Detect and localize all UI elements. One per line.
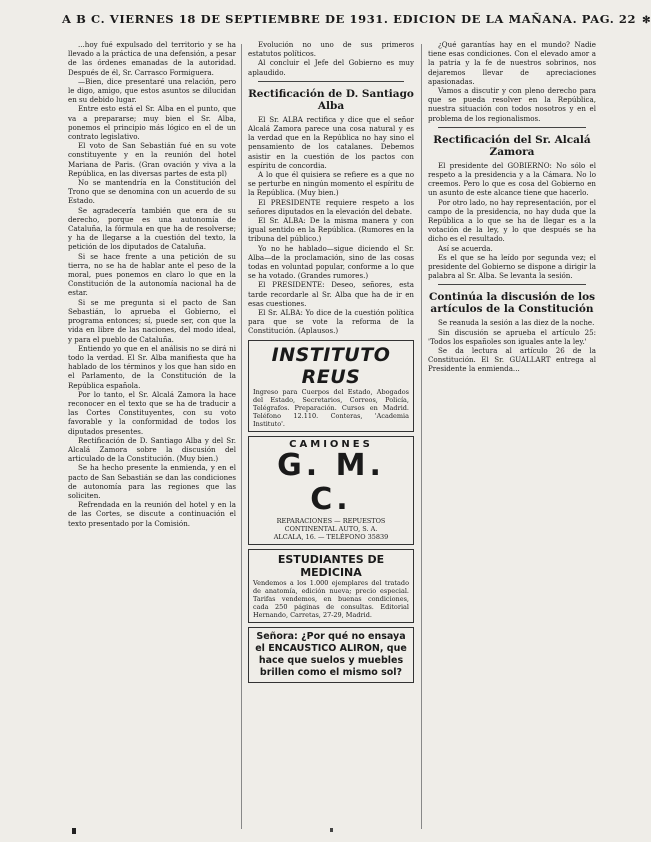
col3-paragraph: ¿Qué garantías hay en el mundo? Nadie tiene esas condiciones. Con el elevado amor a la patria y la fe de nuestros sobrinos, nos dejaremos llevar de apreciaciones apasionadas. (428, 40, 596, 86)
section-title-constitucion: Continúa la discusión de los artículos de la Constitución (428, 291, 596, 316)
col1-paragraph: Refrendada en la reunión del hotel y en la de las Cortes, se discute a continuación el texto presentado por la Comisión. (68, 500, 236, 528)
footer-mark (72, 828, 76, 834)
col3-paragraph: Por otro lado, no hay representación, por el campo de la presidencia, no hay duda que la República a lo que se ha de llegar es a la votación de la ley, y lo que después se ha dicho es el resultado. (428, 197, 596, 244)
ad-medicina (248, 549, 414, 623)
col3-paragraph: Se reanuda la sesión a las diez de la noche. (438, 318, 595, 328)
col1-paragraph: Por lo tanto, el Sr. Alcalá Zamora la hace reconocer en el texto que se ha de traducir a las Cortes Constituyentes, con su voto favorable y la conformidad de todos los diputados presentes. (68, 389, 236, 436)
col1-paragraph: El voto de San Sebastián fué en su vote constituyente y en la reunión del hotel Mariana de Paris. (Gran ovación y viva a la República, en las diversas partes de esta pl) (68, 141, 236, 178)
ad-instituto-reus-title: INSTITUTO REUS (271, 343, 391, 388)
ad-gmc-small: CAMIONES (289, 438, 373, 450)
col3-paragraph: Sin discusión se aprueba el artículo 25: 'Todos los españoles son iguales ante la ley.' (428, 327, 596, 346)
ad-instituto-reus-text: Ingreso para Cuerpos del Estado, Abogados del Estado, Secretarios, Correos, Policía, Telégrafos. Preparación. Cursos en Madrid. Teléfono 12.110. Conteras, 'Academia Instituto'. (253, 387, 409, 428)
divider (258, 81, 404, 82)
ad-gmc-line1: REPARACIONES — REPUESTOS (276, 516, 386, 525)
ad-medicina-title: ESTUDIANTES DE MEDICINA (277, 552, 385, 579)
col1-paragraph: Si se hace frente a una petición de su tierra, no se ha de hablar ante el peso de la moral, pues ponemos en claro lo que en la Constitución de la autonomía nacional ha de estar. (68, 251, 236, 298)
ad-medicina-text: Vendemos a los 1.000 ejemplares del tratado de anatomía, edición nueva; precio especial. Tarifas vendemos, en buenas condiciones, cada 250 páginas de consultas. Editorial Hernando, Carretas, 27-29, Madrid. (253, 578, 409, 619)
col2-paragraph: A lo que él quisiera se refiere es a que no se perturbe en ningún momento el espíritu de la República. (Muy bien.) (248, 170, 414, 198)
col2-intro2: Al concluir el Jefe del Gobierno es muy aplaudido. (248, 58, 414, 77)
ad-gmc-big: G. M. C. (277, 447, 385, 517)
divider (438, 127, 586, 128)
col2-paragraph: El Sr. ALBA rectifica y dice que el señor Alcalá Zamora parece una cosa natural y es la verdad que en la República no hay sino el pensamiento de los catalanes. Debemos asistir en la cuestión de los pactos con espíritu de concordia. (248, 114, 414, 170)
col2-paragraph: El Sr. ALBA: De la misma manera y con igual sentido en la República. (Rumores en la tribuna del público.) (248, 216, 414, 244)
divider (438, 284, 586, 285)
ad-instituto-reus (248, 340, 414, 432)
footer-mark (330, 828, 333, 832)
col3-paragraph: Vamos a discutir y con pleno derecho para que se pueda resolver en la República, nuestra situación con todos nosotros y en el problema de los regionalismos. (428, 86, 596, 123)
col2-paragraph: El Sr. ALBA: Yo dice de la cuestión política para que se vote la reforma de la Constitución. (Aplausos.) (248, 308, 414, 336)
col1-paragraph: Se ha hecho presente la enmienda, y en el pacto de San Sebastián se dan las condiciones de autonomía para las regiones que las soliciten. (68, 463, 236, 500)
column-2 (248, 40, 414, 830)
col1-paragraph: Entiendo yo que en el análisis no se dirá ni todo la verdad. El Sr. Alba manifiesta que ha hablado de los términos y los que han sido en el Parlamento, de la Constitución de la República española. (68, 343, 236, 390)
column-rule-2 (421, 44, 422, 829)
column-rule-1 (241, 44, 242, 829)
page-header (62, 8, 651, 30)
ad-encaustico-text: Señora: ¿Por qué no ensaya el ENCAUSTICO ALIRON, que hace que suelos y muebles brillen como el mismo sol? (255, 630, 407, 678)
col1-paragraph: Rectificación de D. Santiago Alba y del Sr. Alcalá Zamora sobre la discusión del articulado de la Constitución. (Muy bien.) (68, 435, 236, 464)
ad-gmc-line3: ALCALA, 16. — TELÉFONO 35839 (273, 532, 389, 541)
section-title-alcala-zamora: Rectificación del Sr. Alcalá Zamora (433, 133, 591, 158)
col1-paragraph: Si se me pregunta si el pacto de San Sebastián, lo aprueba el Gobierno, el programa entonces; sí, puede ser, con que la vida en libre de las naciones, del modo ideal, y para el pueblo de Cataluña. (68, 297, 236, 344)
column-1 (68, 40, 236, 830)
col2-paragraph: Yo no he hablado—sigue diciendo el Sr. Alba—de la proclamación, sino de las cosas todas en voluntad popular, conforme a lo que se ha votado. (Grandes rumores.) (248, 243, 414, 281)
ad-gmc-line2: CONTINENTAL AUTO, S. A. (284, 524, 378, 533)
ad-encaustico (248, 627, 414, 683)
col1-paragraph: Se agradecería también que era de su derecho, porque es una autonomía de Cataluña, la fórmula en que ha de resolverse; y ha de llegarse a la cuestión del texto, la petición de los diputados de Cataluña. (68, 205, 236, 252)
col3-paragraph: Así se acuerda. (438, 243, 493, 253)
header-text: A B C. VIERNES 18 DE SEPTIEMBRE DE 1931. EDICION DE LA MAÑANA. PAG. 22 (62, 12, 637, 26)
col1-paragraph: Entre esto está el Sr. Alba en el punto, que va a prepararse; muy bien el Sr. Alba, ponemos el principio más lógico en el de un contrato legislativo. (68, 104, 236, 142)
column-3 (428, 40, 596, 830)
ad-gmc (248, 436, 414, 545)
col3-paragraph: Es el que se ha leído por segunda vez; el presidente del Gobierno se dispone a dirigir la palabra al Sr. Alba. Se levanta la sesión. (428, 252, 596, 281)
col2-paragraph: El PRESIDENTE requiere respeto a los señores diputados en la elevación del debate. (248, 197, 414, 216)
col3-paragraph: El presidente del GOBIERNO: No sólo el respeto a la presidencia y a la Cámara. No lo creemos. Pero lo que es cosa del Gobierno en un asunto de este alcance tiene que hacerlo. (428, 160, 596, 198)
section-title-alba: Rectificación de D. Santiago Alba (248, 87, 414, 112)
col1-paragraph: No se mantendría en la Constitución del Trono que se denomina con un acuerdo de su Estado. (68, 178, 236, 206)
header-mark: ✻ (642, 15, 651, 26)
col1-paragraph: ...hoy fué expulsado del territorio y se ha llevado a la práctica de una defensión, a pesar de las órdenes emanadas de la autoridad. Después de él, Sr. Carrasco Formiguera. (68, 40, 236, 77)
col2-intro: Evolución no uno de sus primeros estatutos políticos. (248, 40, 414, 59)
col3-paragraph: Se da lectura al artículo 26 de la Constitución. El Sr. GUALLART entrega al Presidente la enmienda... (428, 346, 596, 374)
col2-paragraph: El PRESIDENTE: Deseo, señores, esta tarde recordarle al Sr. Alba que ha de ir en esas cuestiones. (248, 280, 414, 308)
col1-paragraph: —Bien, dice presentaré una relación, pero le digo, amigo, que estos asuntos se dilucidan en su debido lugar. (68, 76, 236, 105)
